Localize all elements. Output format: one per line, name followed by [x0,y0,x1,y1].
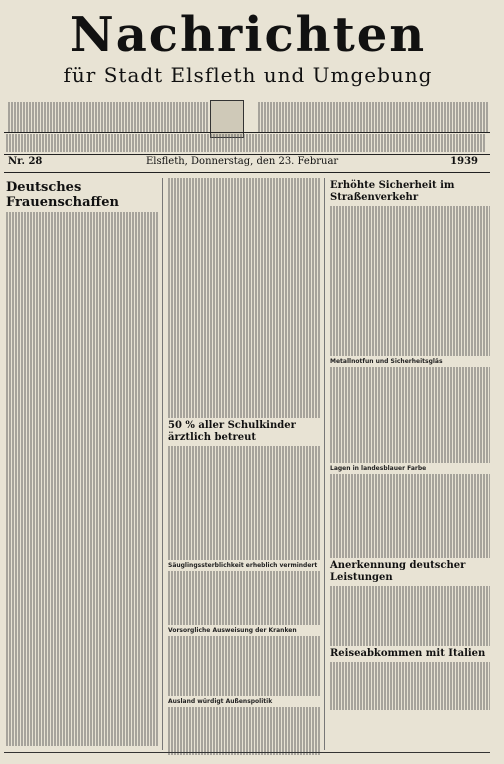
headline-leistungen: Anerkennung deutscher Leistungen [330,560,466,583]
dateline-rule-bottom [4,172,490,173]
issue-year: 1939 [450,156,478,167]
column-divider [162,178,163,750]
subscription-info-strip [6,134,486,152]
headline-metall: Metallnotfun und Sicherheitsgläs [330,358,443,365]
article-body [6,212,158,746]
dateline-rule-top [4,154,490,155]
bottom-rule [4,752,490,753]
article-body [330,367,490,463]
article-body [168,636,320,696]
newspaper-subtitle: für Stadt Elsfleth und Umgebung [63,63,433,87]
headline-frauenschaffen: Deutsches Frauenschaffen [6,180,119,210]
article-body [330,206,490,356]
publisher-notice-left [8,102,208,132]
article-body [168,571,320,625]
article-body [330,474,490,558]
headline-ausland: Ausland würdigt Außenspolitik [168,698,273,705]
headline-strassenverkehr: Erhöhte Sicherheit im Straßenverkehr [330,180,455,203]
headline-lagen: Lagen in landesblauer Farbe [330,465,427,472]
masthead [8,6,488,86]
publisher-notice-right [258,102,488,132]
column-middle [168,178,320,755]
column-left [6,178,158,746]
dateline [6,156,486,170]
article-body [168,446,320,560]
headline-schulkinder: 50 % aller Schulkinder ärztlich betreut [168,420,296,443]
newspaper-title: Nachrichten [69,7,427,63]
issue-number: Nr. 28 [8,156,43,167]
article-body [168,707,320,755]
headline-italien: Reiseabkommen mit Italien [330,648,486,659]
top-rule [4,132,490,133]
column-divider [324,178,325,750]
article-body [168,178,320,418]
headline-saeuglinge: Säuglingssterblichkeit erheblich vermindert [168,562,318,569]
article-body [330,586,490,646]
headline-kranke: Vorsorgliche Ausweisung der Kranken [168,627,297,634]
article-body [330,662,490,710]
issue-date: Elsfleth, Donnerstag, den 23. Februar [146,156,339,167]
column-right [330,178,490,710]
